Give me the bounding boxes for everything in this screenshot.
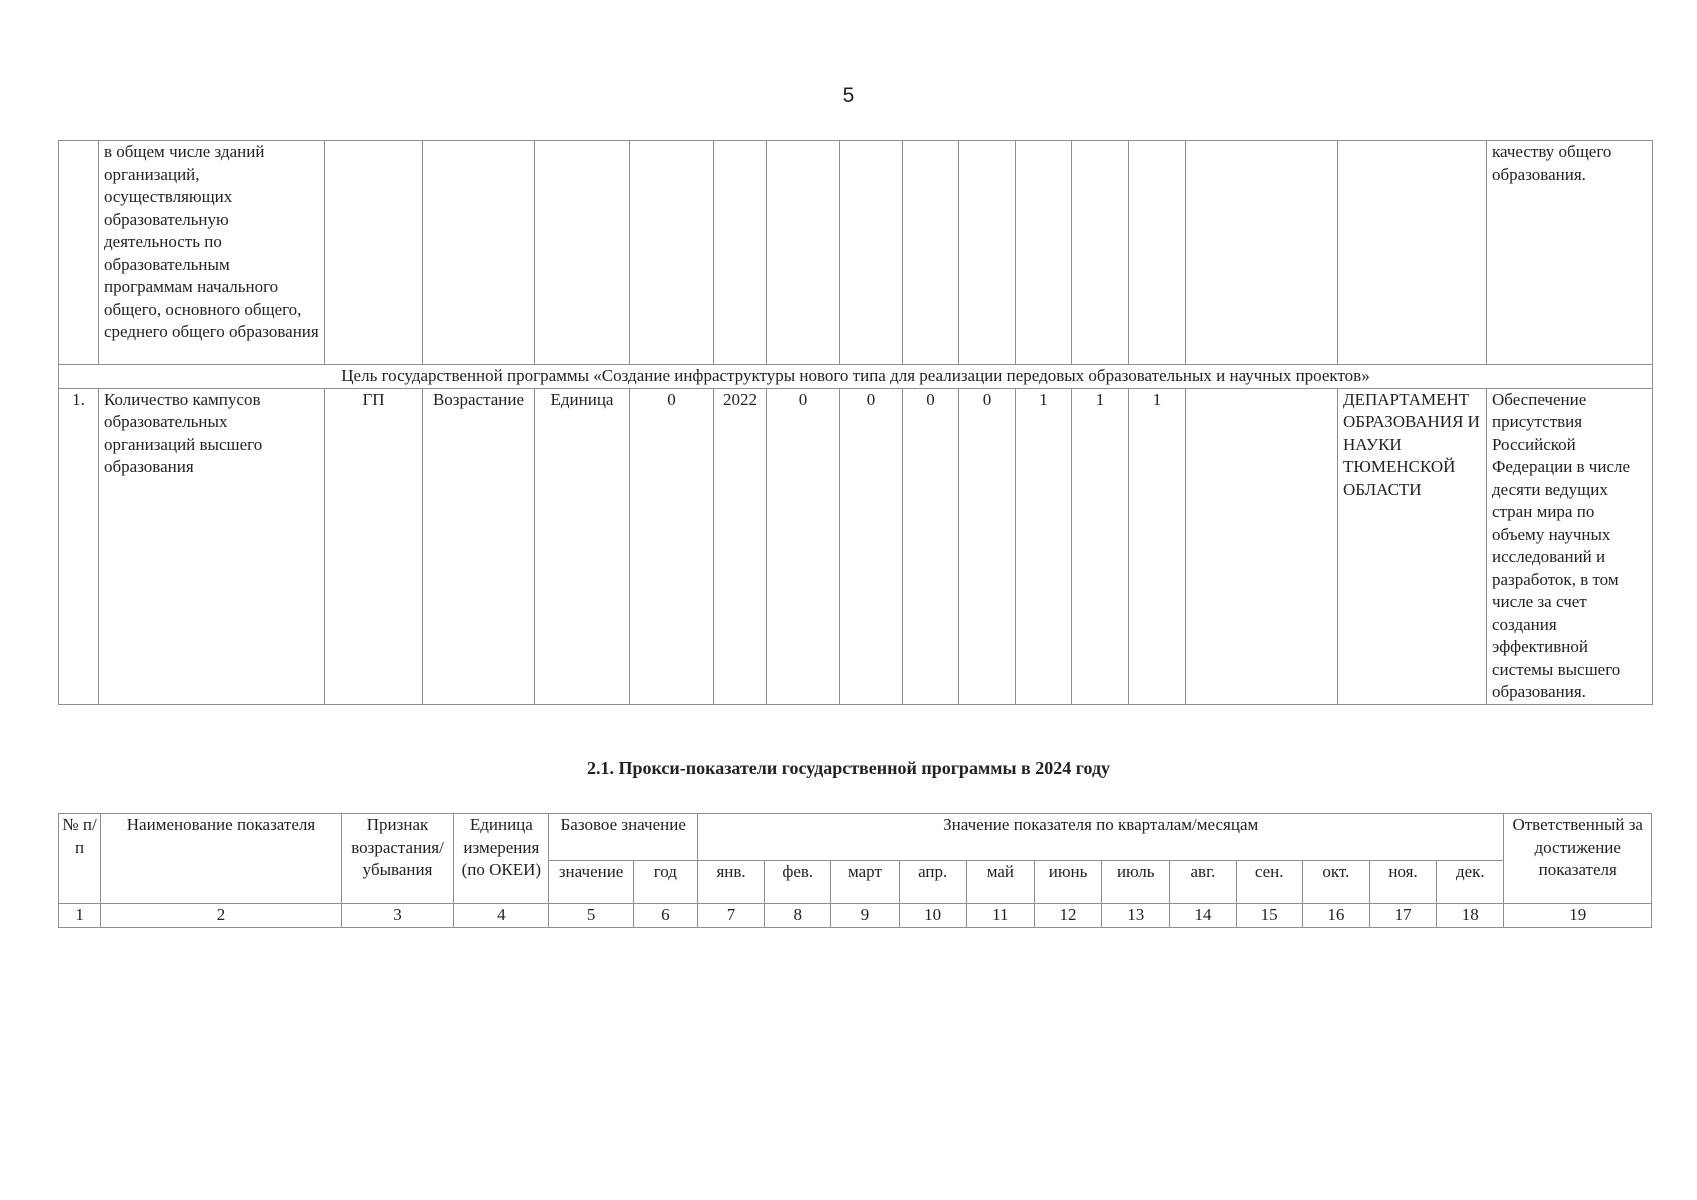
base-value-cell: 0 — [630, 388, 714, 704]
sign-cell: Возрастание — [423, 388, 535, 704]
header-month: май — [966, 861, 1034, 904]
column-number: 6 — [633, 904, 697, 928]
header-name: Наименование показателя — [101, 814, 342, 904]
link-cell: Обеспечение присутствия Российской Федерации в числе десяти ведущих стран мира по объему научных исследований и разработок, в том числе за счет создания эффективной системы высшего образования. — [1487, 388, 1653, 704]
header-base-value: значение — [549, 861, 633, 904]
value-cell: 0 — [840, 388, 903, 704]
column-number: 15 — [1236, 904, 1302, 928]
link-cell: качеству общего образования. — [1487, 141, 1653, 365]
column-number: 14 — [1170, 904, 1236, 928]
header-period: Значение показателя по кварталам/месяцам — [697, 814, 1504, 861]
header-base: Базовое значение — [549, 814, 697, 861]
column-number: 7 — [697, 904, 764, 928]
header-base-year: год — [633, 861, 697, 904]
column-number: 16 — [1302, 904, 1369, 928]
header-unit: Единица измерения (по ОКЕИ) — [454, 814, 549, 904]
column-number: 12 — [1034, 904, 1101, 928]
header-month: фев. — [765, 861, 831, 904]
header-sign: Признак возрастания/ убывания — [341, 814, 453, 904]
header-month: авг. — [1170, 861, 1236, 904]
column-number: 8 — [765, 904, 831, 928]
header-month: окт. — [1302, 861, 1369, 904]
value-cell: 1 — [1072, 388, 1129, 704]
header-month: дек. — [1437, 861, 1504, 904]
value-cell: 0 — [903, 388, 959, 704]
page-number: 5 — [842, 84, 855, 107]
column-number: 10 — [899, 904, 966, 928]
column-number: 9 — [831, 904, 899, 928]
table-row — [59, 388, 1653, 704]
value-cell: 0 — [767, 388, 840, 704]
column-number: 4 — [454, 904, 549, 928]
level-cell: ГП — [325, 388, 423, 704]
responsible-cell: ДЕПАРТАМЕНТ ОБРАЗОВАНИЯ И НАУКИ ТЮМЕНСКОЙ ОБЛАСТИ — [1338, 388, 1487, 704]
indicator-name-cell: в общем числе зданий организаций, осуществляющих образовательную деятельность по образовательным программам начального общего, основного общего, среднего общего образования — [99, 141, 325, 365]
column-number: 5 — [549, 904, 633, 928]
column-number: 2 — [101, 904, 342, 928]
goal-row — [59, 365, 1653, 389]
column-number-row — [59, 904, 1652, 928]
header-num: № п/п — [59, 814, 101, 904]
value-cell: 0 — [959, 388, 1016, 704]
header-responsible: Ответственный за достижение показателя — [1504, 814, 1652, 904]
header-month: июнь — [1034, 861, 1101, 904]
indicators-table-continued — [58, 140, 1653, 705]
value-cell: 1 — [1016, 388, 1072, 704]
column-number: 13 — [1102, 904, 1170, 928]
indicator-name-cell: Количество кампусов образовательных организаций высшего образования — [99, 388, 325, 704]
column-number: 17 — [1369, 904, 1436, 928]
row-number: 1. — [59, 388, 99, 704]
base-year-cell: 2022 — [714, 388, 767, 704]
proxy-indicators-table — [58, 813, 1652, 928]
column-number: 11 — [966, 904, 1034, 928]
unit-cell: Единица — [535, 388, 630, 704]
column-number: 3 — [341, 904, 453, 928]
header-month: июль — [1102, 861, 1170, 904]
header-month: ноя. — [1369, 861, 1436, 904]
section-title: 2.1. Прокси-показатели государственной программы в 2024 году — [586, 758, 1111, 778]
header-row — [59, 814, 1652, 861]
goal-title: Цель государственной программы «Создание инфраструктуры нового типа для реализации передовых образовательных и научных проектов» — [59, 365, 1653, 389]
header-month: сен. — [1236, 861, 1302, 904]
value-cell — [1186, 388, 1338, 704]
value-cell: 1 — [1129, 388, 1186, 704]
table-row — [59, 141, 1653, 365]
header-month: март — [831, 861, 899, 904]
column-number: 1 — [59, 904, 101, 928]
column-number: 18 — [1437, 904, 1504, 928]
header-month: апр. — [899, 861, 966, 904]
column-number: 19 — [1504, 904, 1652, 928]
header-month: янв. — [697, 861, 764, 904]
